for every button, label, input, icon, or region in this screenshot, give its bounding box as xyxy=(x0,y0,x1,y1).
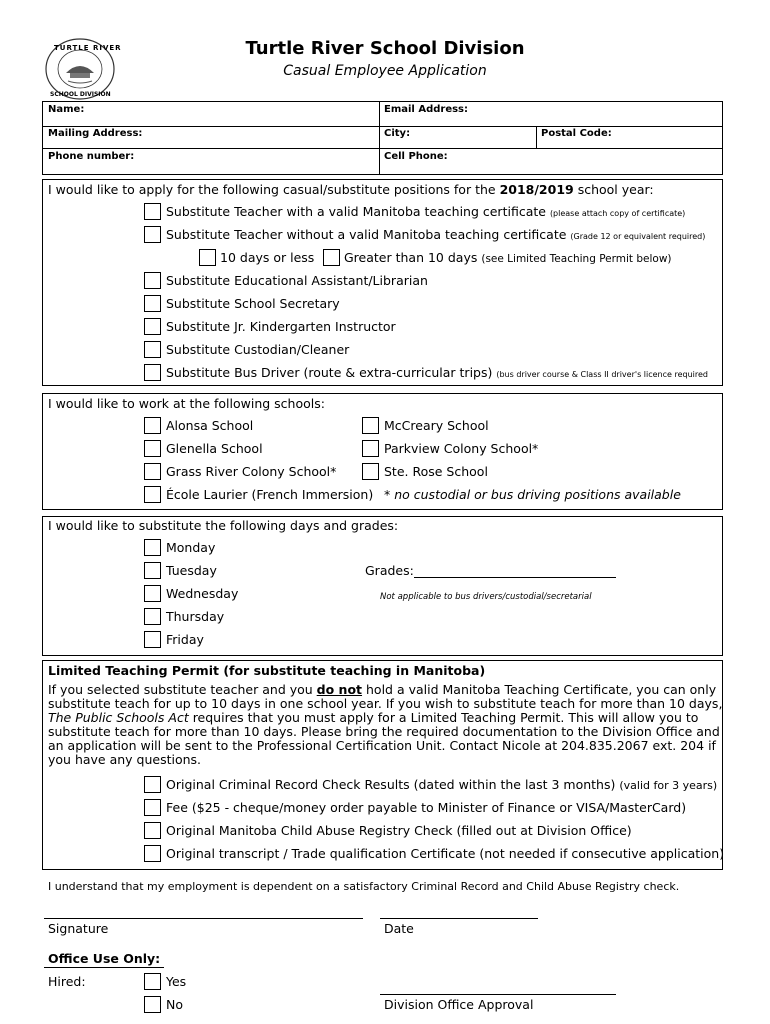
permit-line-2: substitute teach for up to 10 days in one school year. If you wish to substitute teach for more than 10 days, xyxy=(48,696,723,711)
permit-transcript-label: Original transcript / Trade qualification Certificate (not needed if consecutive application) xyxy=(166,846,725,861)
day-thursday-checkbox[interactable] xyxy=(144,608,161,625)
permit-child-abuse-checkbox[interactable] xyxy=(144,822,161,839)
permit-criminal-check-checkbox[interactable] xyxy=(144,776,161,793)
approval-label: Division Office Approval xyxy=(384,997,534,1012)
page-subtitle: Casual Employee Application xyxy=(283,63,487,79)
school-parkview-label: Parkview Colony School* xyxy=(384,441,539,456)
days-greater-10-checkbox[interactable] xyxy=(323,249,340,266)
understand-statement: I understand that my employment is dependent on a satisfactory Criminal Record and Child Abuse Registry check. xyxy=(48,880,680,893)
day-wednesday-checkbox[interactable] xyxy=(144,585,161,602)
date-label: Date xyxy=(384,921,414,936)
school-alonsa-label: Alonsa School xyxy=(166,418,254,433)
schools-intro: I would like to work at the following schools: xyxy=(48,396,325,411)
date-line[interactable] xyxy=(380,918,538,919)
position-ea-librarian-label: Substitute Educational Assistant/Librarian xyxy=(166,273,428,288)
school-ste-rose-label: Ste. Rose School xyxy=(384,464,488,479)
logo-text-top: TURTLE RIVER xyxy=(54,44,122,52)
position-bus-driver-checkbox[interactable] xyxy=(144,364,161,381)
approval-line[interactable] xyxy=(380,994,616,995)
office-use-heading: Office Use Only: xyxy=(48,951,161,966)
position-teacher-uncertified-checkbox[interactable] xyxy=(144,226,161,243)
position-ea-librarian-checkbox[interactable] xyxy=(144,272,161,289)
days-intro: I would like to substitute the following days and grades: xyxy=(48,518,399,533)
position-bus-driver-label: Substitute Bus Driver (route & extra-curricular trips) (bus driver course & Class II driver's licence required xyxy=(166,365,708,380)
permit-line-6: you have any questions. xyxy=(48,752,202,767)
cell-phone-field[interactable]: Cell Phone: xyxy=(384,151,448,162)
school-mccreary-label: McCreary School xyxy=(384,418,489,433)
days-greater-10-label: Greater than 10 days (see Limited Teaching Permit below) xyxy=(344,250,672,265)
position-secretary-checkbox[interactable] xyxy=(144,295,161,312)
hired-no-label: No xyxy=(166,997,183,1012)
schools-note: * no custodial or bus driving positions available xyxy=(384,487,681,502)
position-teacher-certified-label: Substitute Teacher with a valid Manitoba teaching certificate (please attach copy of certificate) xyxy=(166,204,686,219)
position-teacher-uncertified-label: Substitute Teacher without a valid Manitoba teaching certificate (Grade 12 or equivalent required) xyxy=(166,227,706,242)
day-monday-checkbox[interactable] xyxy=(144,539,161,556)
city-field[interactable]: City: xyxy=(384,128,411,139)
page-title: Turtle River School Division xyxy=(245,38,525,59)
school-ste-rose-checkbox[interactable] xyxy=(362,463,379,480)
days-10-or-less-checkbox[interactable] xyxy=(199,249,216,266)
school-year: 2018/2019 xyxy=(499,182,574,197)
position-secretary-label: Substitute School Secretary xyxy=(166,296,340,311)
day-friday-label: Friday xyxy=(166,632,204,647)
postal-code-field[interactable]: Postal Code: xyxy=(541,128,612,139)
permit-line-5: an application will be sent to the Professional Certification Unit. Contact Nicole at 204.835.2067 ext. 204 if xyxy=(48,738,716,753)
school-grass-river-label: Grass River Colony School* xyxy=(166,464,337,479)
hired-no-checkbox[interactable] xyxy=(144,996,161,1013)
grades-note: Not applicable to bus drivers/custodial/secretarial xyxy=(380,592,592,602)
signature-line[interactable] xyxy=(44,918,363,919)
position-custodian-checkbox[interactable] xyxy=(144,341,161,358)
hired-yes-checkbox[interactable] xyxy=(144,973,161,990)
permit-line-3: The Public Schools Act requires that you must apply for a Limited Teaching Permit. This will allow you to xyxy=(48,710,699,725)
permit-line-4: substitute teach for more than 10 days. Please bring the required documentation to the Division Office and xyxy=(48,724,720,739)
school-ecole-laurier-checkbox[interactable] xyxy=(144,486,161,503)
school-mccreary-checkbox[interactable] xyxy=(362,417,379,434)
positions-intro: I would like to apply for the following casual/substitute positions for the 2018/2019 school year: xyxy=(48,182,654,197)
school-ecole-laurier-label: École Laurier (French Immersion) xyxy=(166,487,374,502)
permit-line-1: If you selected substitute teacher and you do not hold a valid Manitoba Teaching Certificate, you can only xyxy=(48,682,717,697)
days-10-or-less-label: 10 days or less xyxy=(220,250,315,265)
position-teacher-certified-checkbox[interactable] xyxy=(144,203,161,220)
phone-field[interactable]: Phone number: xyxy=(48,151,135,162)
school-grass-river-checkbox[interactable] xyxy=(144,463,161,480)
day-wednesday-label: Wednesday xyxy=(166,586,239,601)
position-jr-k-checkbox[interactable] xyxy=(144,318,161,335)
day-thursday-label: Thursday xyxy=(166,609,225,624)
day-tuesday-label: Tuesday xyxy=(166,563,217,578)
email-field[interactable]: Email Address: xyxy=(384,104,469,115)
permit-child-abuse-label: Original Manitoba Child Abuse Registry Check (filled out at Division Office) xyxy=(166,823,632,838)
permit-fee-checkbox[interactable] xyxy=(144,799,161,816)
school-alonsa-checkbox[interactable] xyxy=(144,417,161,434)
grades-label: Grades: xyxy=(365,563,414,578)
school-glenella-checkbox[interactable] xyxy=(144,440,161,457)
permit-criminal-check-label: Original Criminal Record Check Results (dated within the last 3 months) (valid for 3 years) xyxy=(166,777,718,792)
school-parkview-checkbox[interactable] xyxy=(362,440,379,457)
day-monday-label: Monday xyxy=(166,540,216,555)
mailing-address-field[interactable]: Mailing Address: xyxy=(48,128,143,139)
day-tuesday-checkbox[interactable] xyxy=(144,562,161,579)
position-custodian-label: Substitute Custodian/Cleaner xyxy=(166,342,350,357)
school-glenella-label: Glenella School xyxy=(166,441,263,456)
grades-input-line[interactable] xyxy=(414,577,616,578)
permit-fee-label: Fee ($25 - cheque/money order payable to Minister of Finance or VISA/MasterCard) xyxy=(166,800,687,815)
hired-yes-label: Yes xyxy=(166,974,187,989)
signature-label: Signature xyxy=(48,921,109,936)
permit-transcript-checkbox[interactable] xyxy=(144,845,161,862)
name-field[interactable]: Name: xyxy=(48,104,85,115)
day-friday-checkbox[interactable] xyxy=(144,631,161,648)
permit-title: Limited Teaching Permit (for substitute teaching in Manitoba) xyxy=(48,663,486,678)
contact-table xyxy=(42,101,723,175)
logo-text-bottom: SCHOOL DIVISION xyxy=(50,91,111,98)
hired-label: Hired: xyxy=(48,974,86,989)
position-jr-k-label: Substitute Jr. Kindergarten Instructor xyxy=(166,319,396,334)
